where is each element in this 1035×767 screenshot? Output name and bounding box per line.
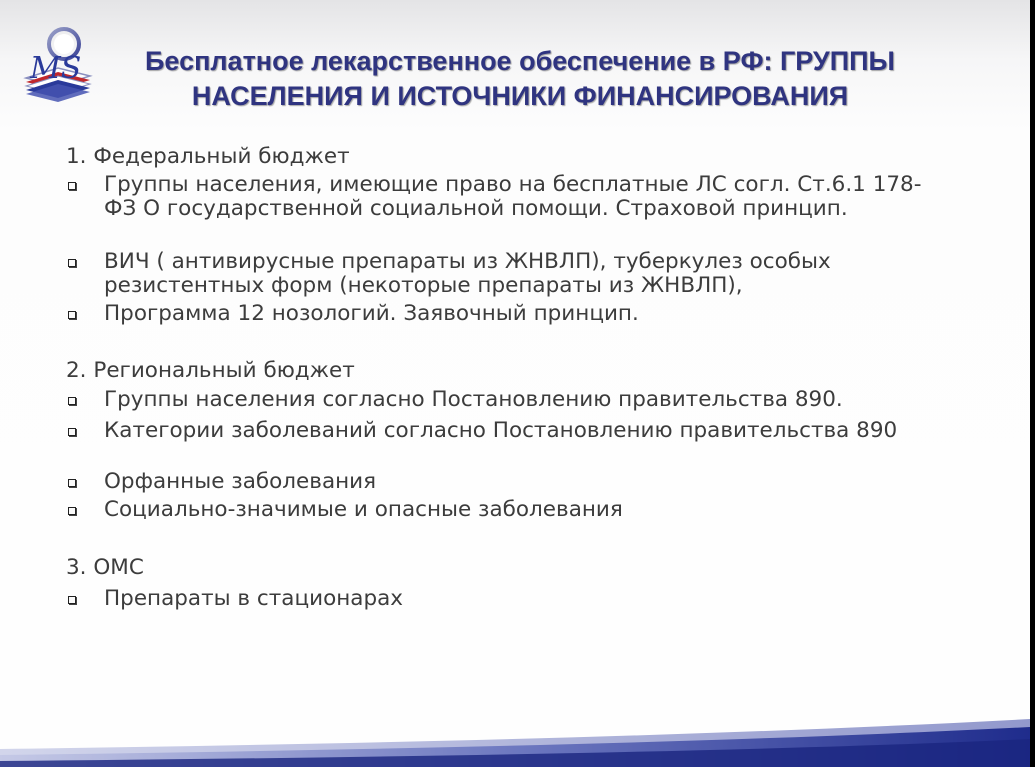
checkbox-bullet-icon [68, 311, 76, 319]
checkbox-bullet-icon [68, 259, 76, 267]
list-item [66, 173, 946, 221]
checkbox-bullet-icon [68, 428, 76, 436]
list-item-text: Группы населения, имеющие право на бесплатные ЛС согл. Ст.6.1 178-ФЗ О государственной социальной помощи. Страховой принцип. [104, 172, 922, 221]
section-heading-federal: 1. Федеральный бюджет [66, 144, 350, 169]
list-item [66, 302, 946, 326]
title-line-2: НАСЕЛЕНИЯ И ИСТОЧНИКИ ФИНАНСИРОВАНИЯ [191, 81, 849, 111]
checkbox-bullet-icon [68, 182, 76, 190]
list-item-text: Программа 12 нозологий. Заявочный принцип. [104, 301, 639, 326]
list-item-text: Орфанные заболевания [104, 469, 377, 494]
list-item-text: Препараты в стационарах [104, 586, 403, 611]
checkbox-bullet-icon [68, 479, 76, 487]
svg-text:MS: MS [30, 51, 82, 86]
section-heading-oms: 3. ОМС [66, 555, 144, 580]
list-item [66, 388, 946, 412]
list-item [66, 470, 946, 494]
checkbox-bullet-icon [68, 507, 76, 515]
list-item [66, 587, 946, 611]
list-item [66, 419, 946, 443]
title-line-1: Бесплатное лекарственное обеспечение в РФ: ГРУППЫ [145, 46, 895, 76]
list-item [66, 250, 946, 298]
section-heading-regional: 2. Региональный бюджет [66, 358, 355, 383]
footer-wave-band [0, 697, 1030, 767]
list-item-text: Социально-значимые и опасные заболевания [104, 497, 623, 522]
checkbox-bullet-icon [68, 397, 76, 405]
list-item [66, 498, 946, 522]
list-item-text: ВИЧ ( антивирусные препараты из ЖНВЛП), туберкулез особых резистентных форм (некоторые препараты из ЖНВЛП), [104, 249, 831, 298]
list-item-text: Категории заболеваний согласно Постановлению правительства 890 [104, 418, 898, 443]
list-item-text: Группы населения согласно Постановлению правительства 890. [104, 387, 843, 412]
checkbox-bullet-icon [68, 596, 76, 604]
right-edge-border [1030, 0, 1035, 767]
